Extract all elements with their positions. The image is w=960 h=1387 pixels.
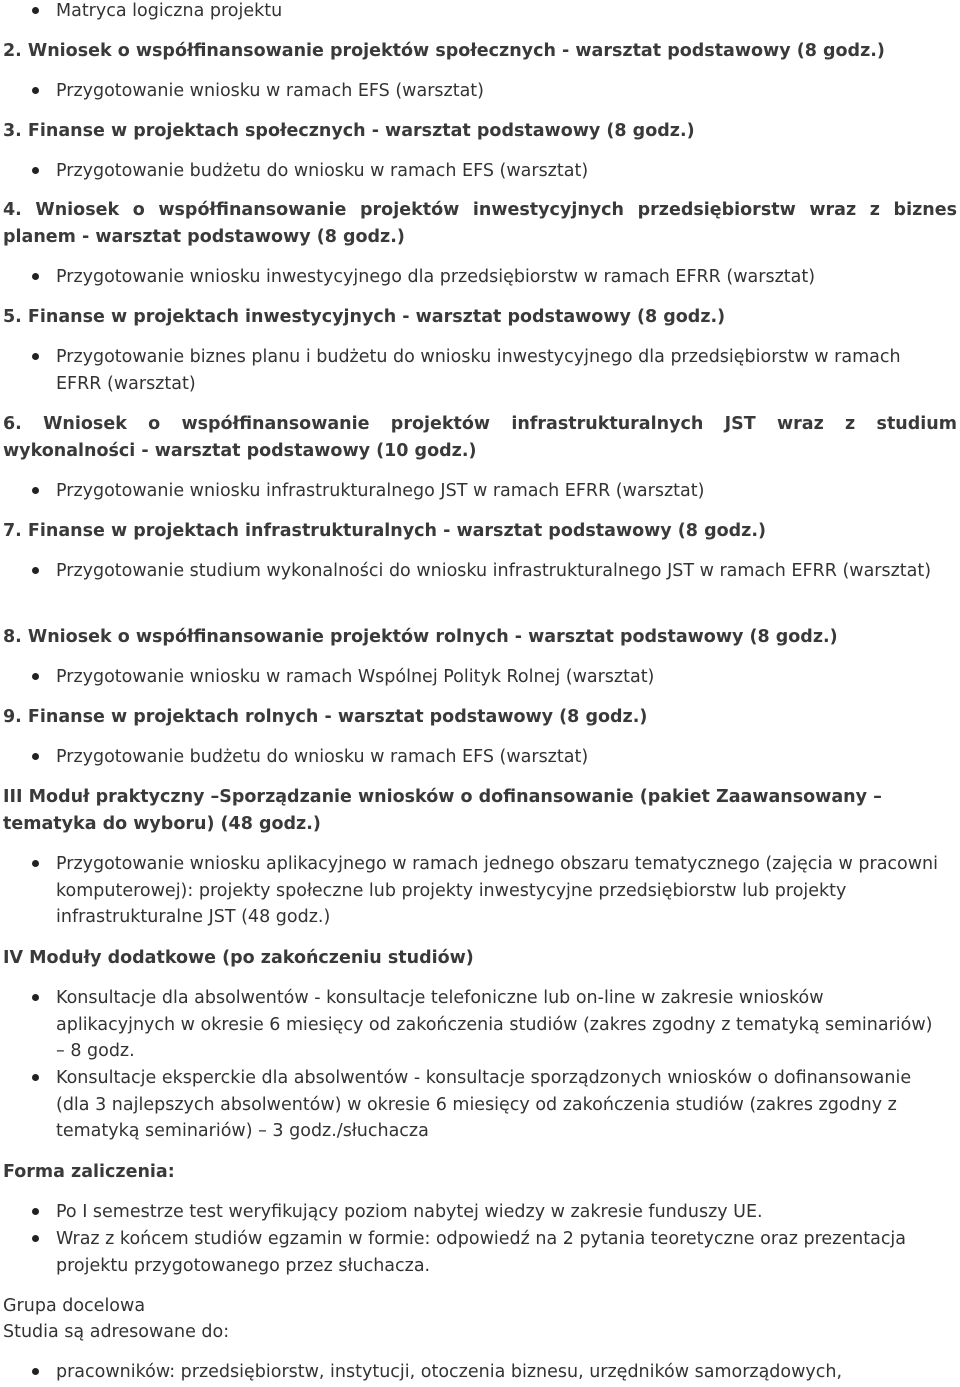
paragraph: Studia są adresowane do: (3, 1322, 230, 1342)
list-item (0, 264, 960, 291)
list-item (0, 744, 960, 771)
list-item-text: Przygotowanie wniosku aplikacyjnego w ramach jednego obszaru tematycznego (zajęcia w pracowni komputerowej): projekty społeczne lub projekty inwestycyjne przedsiębiorstw lub projekty infrastrukturalne JST (48 godz.) (56, 854, 939, 928)
list-item (0, 1065, 960, 1145)
section-heading: 2. Wniosek o współfinansowanie projektów społecznych - warsztat podstawowy (8 godz.) (3, 41, 885, 61)
list-item (0, 78, 960, 105)
section-heading: 3. Finanse w projektach społecznych - warsztat podstawowy (8 godz.) (3, 121, 695, 141)
list-item-text: Po I semestrze test weryfikujący poziom nabytej wiedzy w zakresie funduszy UE. (56, 1202, 763, 1222)
bullet-dot-icon (32, 567, 39, 574)
bullet-dot-icon (32, 994, 39, 1001)
list-item-text: Konsultacje dla absolwentów - konsultacje telefoniczne lub on-line w zakresie wniosków aplikacyjnych w okresie 6 miesięcy od zakończenia studiów (zakres zgodny z tematyką seminariów) – 8 godz. (56, 988, 933, 1062)
bullet-dot-icon (32, 487, 39, 494)
list-item (0, 985, 960, 1065)
section-heading: III Moduł praktyczny –Sporządzanie wniosków o dofinansowanie (pakiet Zaawansowany – tematyka do wyboru) (48 godz.) (3, 787, 882, 834)
bullet-dot-icon (32, 1368, 39, 1375)
list-item (0, 664, 960, 691)
paragraph: Grupa docelowa (3, 1296, 146, 1316)
bullet-dot-icon (32, 87, 39, 94)
list-item-text: Konsultacje eksperckie dla absolwentów - konsultacje sporządzonych wniosków o dofinansowanie (dla 3 najlepszych absolwentów) w okresie 6 miesięcy od zakończenia studiów (zakres zgodny z tematyką seminariów) – 3 godz./słuchacza (56, 1068, 912, 1142)
list-item-text: Przygotowanie wniosku inwestycyjnego dla przedsiębiorstw w ramach EFRR (warsztat) (56, 267, 816, 287)
list-item (0, 158, 960, 185)
list-item-text: Przygotowanie budżetu do wniosku w ramach EFS (warsztat) (56, 161, 589, 181)
list-item (0, 1199, 960, 1226)
list-item-text: Przygotowanie wniosku w ramach EFS (warsztat) (56, 81, 484, 101)
bullet-dot-icon (32, 753, 39, 760)
section-heading: 8. Wniosek o współfinansowanie projektów rolnych - warsztat podstawowy (8 godz.) (3, 627, 838, 647)
section-heading: IV Moduły dodatkowe (po zakończeniu studiów) (3, 948, 474, 968)
list-item-text: Przygotowanie budżetu do wniosku w ramach EFS (warsztat) (56, 747, 589, 767)
section-heading: Forma zaliczenia: (3, 1162, 175, 1182)
bullet-dot-icon (32, 1074, 39, 1081)
list-item (0, 478, 960, 505)
list-item-text: Przygotowanie wniosku w ramach Wspólnej Polityk Rolnej (warsztat) (56, 667, 655, 687)
list-item-text: Przygotowanie wniosku infrastrukturalnego JST w ramach EFRR (warsztat) (56, 481, 705, 501)
bullet-dot-icon (32, 1235, 39, 1242)
list-item-text: Wraz z końcem studiów egzamin w formie: odpowiedź na 2 pytania teoretyczne oraz prezentacja projektu przygotowanego przez słuchacza. (56, 1229, 907, 1276)
list-item-text: pracowników: przedsiębiorstw, instytucji, otoczenia biznesu, urzędników samorządowych, (56, 1362, 843, 1382)
list-item-text: Matryca logiczna projektu (56, 1, 283, 21)
list-item (0, 851, 960, 931)
list-item-text: Przygotowanie biznes planu i budżetu do wniosku inwestycyjnego dla przedsiębiorstw w ramach EFRR (warsztat) (56, 347, 901, 394)
list-item (0, 1359, 960, 1386)
bullet-dot-icon (32, 167, 39, 174)
section-heading: 5. Finanse w projektach inwestycyjnych - warsztat podstawowy (8 godz.) (3, 307, 726, 327)
list-item (0, 558, 960, 585)
bullet-dot-icon (32, 353, 39, 360)
bullet-dot-icon (32, 1208, 39, 1215)
section-heading: 6. Wniosek o współfinansowanie projektów infrastrukturalnych JST wraz z studium wykonalności - warsztat podstawowy (10 godz.) (3, 414, 957, 461)
bullet-dot-icon (32, 7, 39, 14)
bullet-dot-icon (32, 673, 39, 680)
list-item (0, 1226, 960, 1279)
bullet-dot-icon (32, 273, 39, 280)
bullet-dot-icon (32, 860, 39, 867)
list-item-text: Przygotowanie studium wykonalności do wniosku infrastrukturalnego JST w ramach EFRR (warsztat) (56, 561, 932, 581)
list-item (0, 344, 960, 397)
section-heading: 7. Finanse w projektach infrastrukturalnych - warsztat podstawowy (8 godz.) (3, 521, 766, 541)
section-heading: 9. Finanse w projektach rolnych - warsztat podstawowy (8 godz.) (3, 707, 648, 727)
list-item (0, 0, 960, 25)
section-heading: 4. Wniosek o współfinansowanie projektów inwestycyjnych przedsiębiorstw wraz z biznes planem - warsztat podstawowy (8 godz.) (3, 200, 957, 247)
